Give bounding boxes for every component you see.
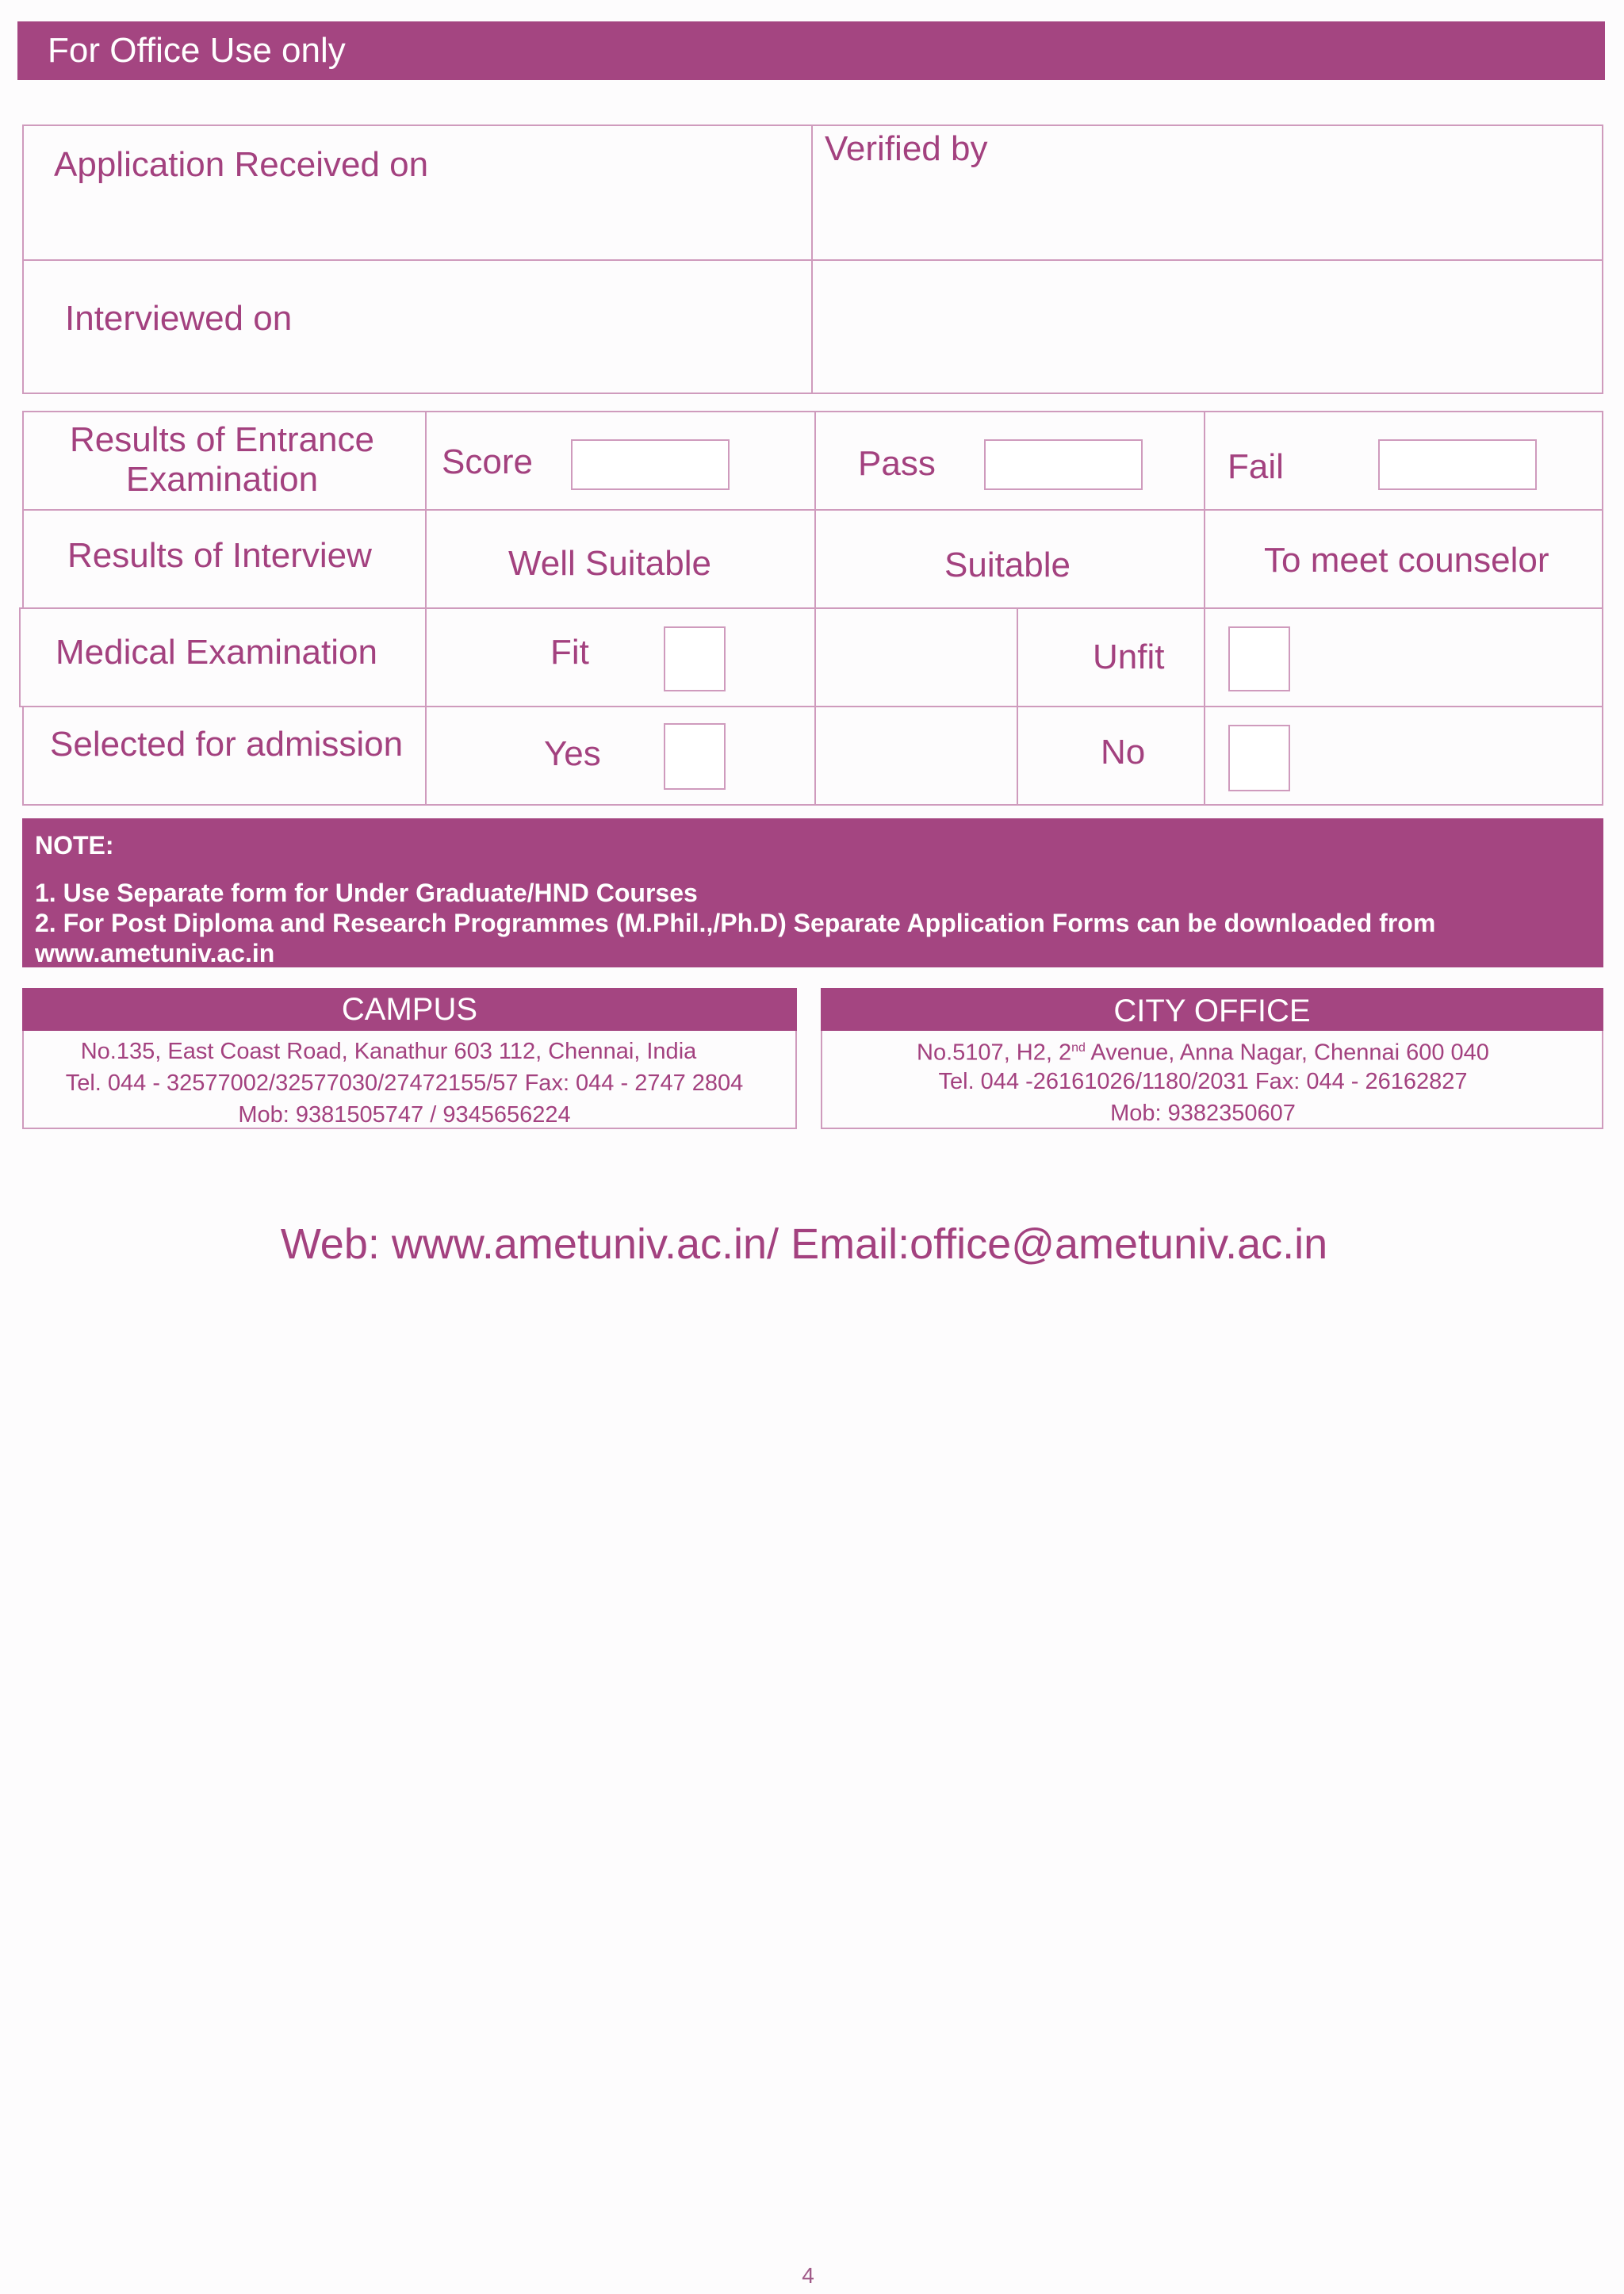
results-col-divider-3 (1204, 411, 1205, 806)
city-office-address (822, 1032, 1584, 1069)
results-col-divider-2 (814, 411, 816, 806)
results-table (0, 0, 1624, 809)
score-label: Score (442, 442, 533, 481)
no-checkbox[interactable] (1228, 725, 1290, 791)
office-use-title: For Office Use only (48, 31, 346, 70)
city-office-mob: Mob: 9382350607 (1110, 1101, 1296, 1126)
note-line-1: 1. Use Separate form for Under Graduate/HND Courses (35, 879, 698, 907)
suitable-option[interactable]: Suitable (944, 546, 1071, 584)
pass-label: Pass (858, 444, 936, 483)
results-col-divider-1 (425, 411, 427, 806)
city-office-address-post: Avenue, Anna Nagar, Chennai 600 040 (1085, 1040, 1489, 1066)
yes-checkbox[interactable] (664, 723, 726, 790)
page-number: 4 (802, 2263, 814, 2288)
selected-label: Selected for admission (50, 725, 404, 764)
interviewed-on-label: Interviewed on (65, 299, 293, 338)
unfit-label: Unfit (1093, 638, 1165, 676)
note-box (22, 818, 1603, 967)
verified-by-label: Verified by (825, 129, 988, 168)
unfit-checkbox[interactable] (1228, 626, 1290, 691)
yes-label: Yes (544, 734, 601, 773)
campus-title: CAMPUS (22, 988, 797, 1031)
web-email-line[interactable]: Web: www.ametuniv.ac.in/ Email:office@ametuniv.ac.in (280, 1220, 1328, 1268)
city-office-address-pre: No.5107, H2, 2 (917, 1040, 1072, 1066)
campus-address: No.135, East Coast Road, Kanathur 603 112, Chennai, India (80, 1039, 697, 1064)
to-meet-counselor-option[interactable]: To meet counselor (1264, 541, 1549, 580)
fit-checkbox[interactable] (664, 626, 726, 691)
campus-box (22, 988, 797, 1129)
application-received-label: Application Received on (54, 145, 429, 184)
score-input[interactable] (571, 439, 730, 490)
fit-label: Fit (550, 633, 589, 672)
city-office-address-sup: nd (1071, 1041, 1086, 1055)
city-office-box (821, 988, 1603, 1129)
campus-tel: Tel. 044 - 32577002/32577030/27472155/57 Fax: 044 - 2747 2804 (65, 1070, 744, 1096)
note-title: NOTE: (35, 831, 114, 860)
note-line-2: 2. For Post Diploma and Research Programmes (M.Phil.,/Ph.D) Separate Application Forms can be downloaded from (35, 909, 1436, 937)
medical-label: Medical Examination (56, 633, 377, 672)
no-label: No (1101, 733, 1146, 772)
fail-label: Fail (1228, 447, 1284, 486)
campus-mob: Mob: 9381505747 / 9345656224 (238, 1102, 571, 1128)
city-office-tel: Tel. 044 -26161026/1180/2031 Fax: 044 - 26162827 (938, 1069, 1468, 1094)
city-office-title: CITY OFFICE (821, 988, 1603, 1031)
entrance-label: Results of Entrance Examination (70, 420, 374, 499)
fail-input[interactable] (1378, 439, 1537, 490)
well-suitable-option[interactable]: Well Suitable (508, 544, 711, 583)
interview-label: Results of Interview (67, 536, 372, 575)
results-col-divider-4 (1017, 607, 1018, 806)
pass-input[interactable] (984, 439, 1143, 490)
note-website: www.ametuniv.ac.in (35, 939, 275, 967)
